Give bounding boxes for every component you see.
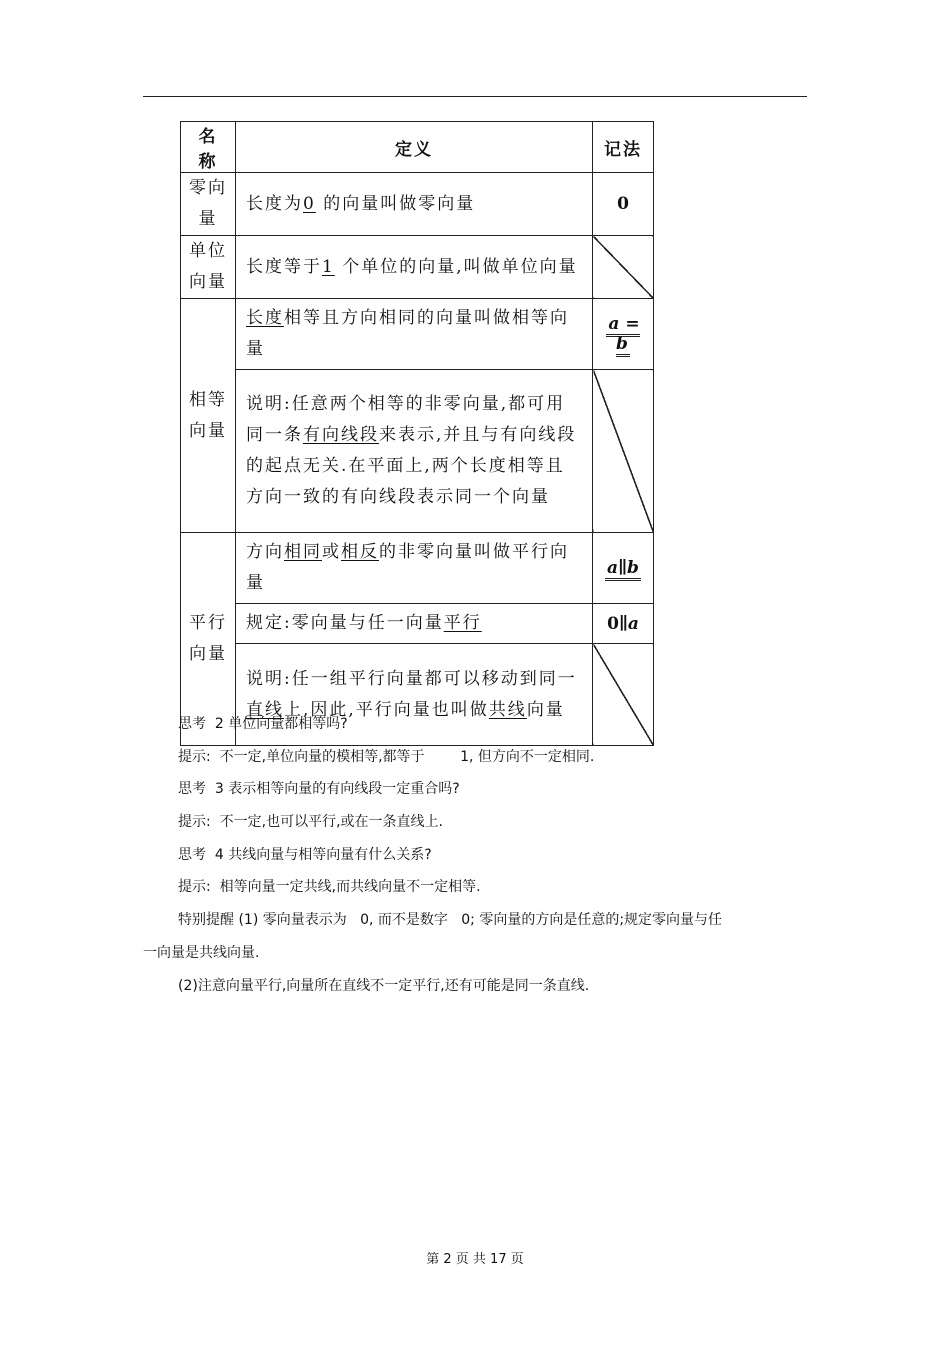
zero-vector-definition: 长度为0 的向量叫做零向量 [236, 173, 593, 236]
parallel-note-notation-empty [593, 644, 654, 746]
table-header-row [181, 122, 654, 173]
underlined-length: 长度 [246, 308, 284, 328]
underlined-zero: 0 [303, 193, 316, 214]
table-row-equal-vector-def [181, 299, 654, 370]
parallel-vector-notation: a∥b [593, 533, 654, 604]
hint-4: 提示: 相等向量一定共线,而共线向量不一定相等. [178, 879, 481, 895]
parallel-vector-definition: 方向相同或相反的非零向量叫做平行向量 [236, 533, 593, 604]
zero-vector-name: 零向量 [181, 173, 236, 236]
header-rule [143, 96, 807, 97]
hint-3: 提示: 不一定,也可以平行,或在一条直线上. [178, 814, 443, 830]
question-4: 思考 4 共线向量与相等向量有什么关系? [178, 847, 432, 863]
table-row-equal-vector-note [181, 370, 654, 533]
page-footer: 第 2 页 共 17 页 [426, 1252, 524, 1267]
equal-vector-note-notation-empty [593, 370, 654, 533]
unit-vector-notation-empty [593, 236, 654, 299]
special-note-2: (2)注意向量平行,向量所在直线不一定平行,还有可能是同一条直线. [178, 978, 590, 994]
table-row-parallel-vector-def [181, 533, 654, 604]
underlined-directed-segment: 有向线段 [303, 425, 379, 445]
hint-2: 提示: 不一定,单位向量的模相等,都等于 1, 但方向不一定相同. [178, 749, 595, 765]
equal-vector-notation: a = b [593, 299, 654, 370]
special-note-1-line-1: 特别提醒 (1) 零向量表示为 0, 而不是数字 0; 零向量的方向是任意的;规定零向量与任 [178, 912, 723, 928]
header-definition: 定义 [236, 122, 593, 173]
zero-vector-notation: 0 [593, 173, 654, 236]
parallel-vector-name: 平行 向量 [181, 533, 236, 746]
question-2: 思考 2 单位向量都相等吗? [178, 716, 348, 732]
underlined-one: 1 [322, 256, 335, 277]
unit-vector-definition: 长度等于1 个单位的向量,叫做单位向量 [236, 236, 593, 299]
table-row-unit-vector [181, 236, 654, 299]
parallel-rule: 规定:零向量与任一向量平行 [236, 604, 593, 644]
header-name: 名称 [181, 122, 236, 173]
table-row-parallel-rule [181, 604, 654, 644]
parallel-note: 说明:任一组平行向量都可以移动到同一直线上,因此,平行向量也叫做共线向量 [236, 644, 593, 746]
equal-vector-note: 说明:任意两个相等的非零向量,都可用同一条有向线段来表示,并且与有向线段的起点无关.在平面上,两个长度相等且方向一致的有向线段表示同一个向量 [236, 370, 593, 533]
vector-definition-table [180, 121, 654, 746]
special-note-1-line-2: 一向量是共线向量. [143, 945, 260, 961]
parallel-rule-notation: 0∥a [593, 604, 654, 644]
equal-vector-name: 相等 向量 [181, 299, 236, 533]
table-row-zero-vector [181, 173, 654, 236]
equal-vector-definition: 长度相等且方向相同的向量叫做相等向量 [236, 299, 593, 370]
question-3: 思考 3 表示相等向量的有向线段一定重合吗? [178, 781, 460, 797]
unit-vector-name: 单位 向量 [181, 236, 236, 299]
header-notation: 记法 [593, 122, 654, 173]
